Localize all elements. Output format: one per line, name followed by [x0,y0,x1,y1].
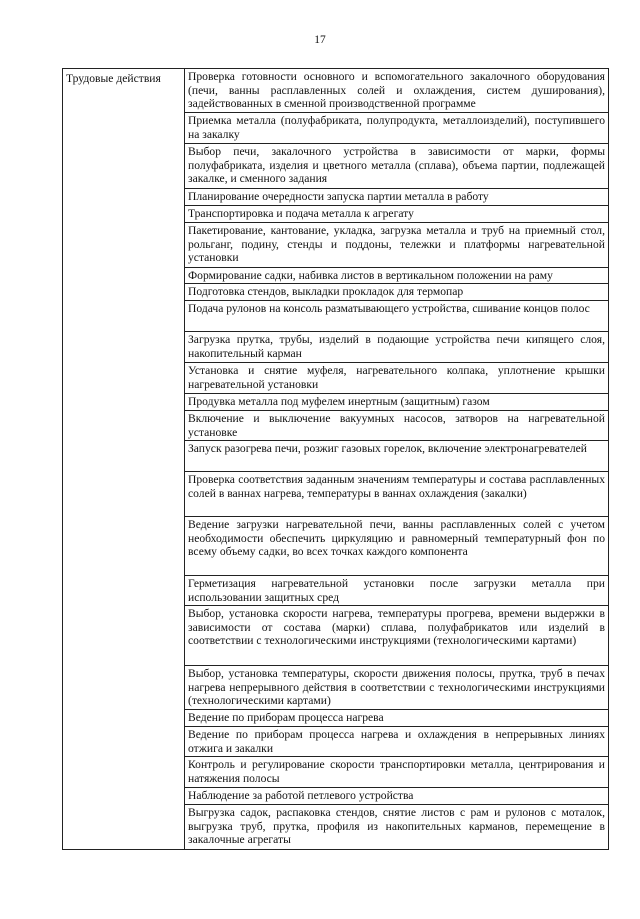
action-row: Запуск разогрева печи, розжиг газовых горелок, включение электронагревателей [185,440,608,471]
action-row: Выбор, установка скорости нагрева, температуры прогрева, времени выдержки в зависимости от состава (марки) сплава, полуфабрикатов или изделий в соответствии с технологическими инструкциями (технологическими картами) [185,605,608,665]
action-row: Ведение по приборам процесса нагрева [185,709,608,726]
action-row: Проверка соответствия заданным значениям температуры и состава расплавленных солей в ваннах нагрева, температуры в ваннах охлаждения (закалки) [185,471,608,516]
action-row: Подготовка стендов, выкладки прокладок для термопар [185,283,608,300]
action-row: Установка и снятие муфеля, нагревательного колпака, уплотнение крышки нагревательной установки [185,362,608,393]
action-row: Приемка металла (полуфабриката, полупродукта, металлоизделий), поступившего на закалку [185,112,608,143]
action-row: Включение и выключение вакуумных насосов, затворов на нагревательной установке [185,410,608,440]
labor-actions-table [62,68,609,850]
action-row: Планирование очередности запуска партии металла в работу [185,188,608,205]
action-row: Ведение по приборам процесса нагрева и охлаждения в непрерывных линиях отжига и закалки [185,726,608,756]
action-row: Подача рулонов на консоль разматывающего устройства, сшивание концов полос [185,300,608,331]
section-label: Трудовые действия [66,72,161,85]
action-row: Продувка металла под муфелем инертным (защитным) газом [185,393,608,410]
action-row: Проверка готовности основного и вспомогательного закалочного оборудования (печи, ванны расплавленных солей и охлаждения, систем душирования), задействованных в сменной производственной программе [188,70,605,110]
actions-list [185,69,608,849]
action-row: Пакетирование, кантование, укладка, загрузка металла и труб на приемный стол, рольганг, подину, стенды и поддоны, тележки и платформы нагревательной установки [185,222,608,267]
action-row: Выгрузка садок, распаковка стендов, снятие листов с рам и рулонов с моталок, выгрузка труб, прутка, профиля из накопительных карманов, перемещение в закалочные агрегаты [185,804,608,849]
action-row: Выбор печи, закалочного устройства в зависимости от марки, формы полуфабриката, изделия и цветного металла (сплава), объема партии, подлежащей закалке, и сменного задания [185,143,608,188]
action-row: Транспортировка и подача металла к агрегату [185,205,608,222]
action-row: Ведение загрузки нагревательной печи, ванны расплавленных солей с учетом необходимости обеспечить циркуляцию и равномерный температурный фон по всему объему садки, во всех точках каждого компонента [185,516,608,575]
action-row: Загрузка прутка, трубы, изделий в подающие устройства печи кипящего слоя, накопительный карман [185,331,608,362]
action-row: Наблюдение за работой петлевого устройства [185,787,608,804]
action-row: Герметизация нагревательной установки после загрузки металла при использовании защитных сред [185,575,608,605]
action-row: Контроль и регулирование скорости транспортировки металла, центрирования и натяжения полосы [185,756,608,787]
action-row: Формирование садки, набивка листов в вертикальном положении на раму [185,267,608,283]
section-label-cell [63,69,185,849]
page-number: 17 [314,34,326,46]
action-row: Выбор, установка температуры, скорости движения полосы, прутка, труб в печах нагрева непрерывного действия в соответствии с технологическими инструкциями (технологическими картами) [185,665,608,709]
